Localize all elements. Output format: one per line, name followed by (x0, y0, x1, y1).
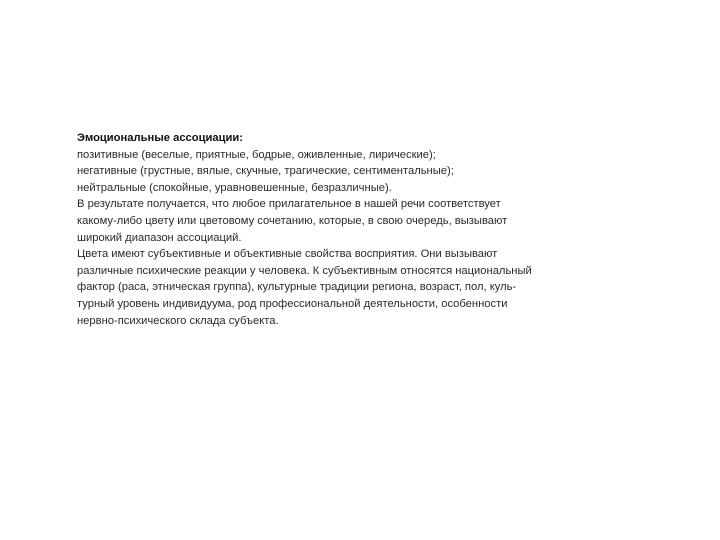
text-block (77, 130, 637, 329)
text-line: фактор (раса, этническая группа), культурные традиции региона, возраст, пол, куль- (77, 281, 517, 294)
text-line-negative: негативные (грустные, вялые, скучные, трагические, сентиментальные); (77, 165, 454, 178)
text-line: широкий диапазон ассоциаций. (77, 231, 242, 244)
text-line-positive: позитивные (веселые, приятные, бодрые, оживленные, лирические); (77, 148, 436, 161)
text-line-neutral: нейтральные (спокойные, уравновешенные, безразличные). (77, 181, 392, 194)
text-line: Цвета имеют субъективные и объективные свойства восприятия. Они вызывают (77, 248, 498, 261)
text-line: В результате получается, что любое прилагательное в нашей речи соответствует (77, 198, 501, 211)
text-line: нервно-психического склада субъекта. (77, 314, 279, 327)
section-heading: Эмоциональные ассоциации: (77, 132, 243, 144)
text-line: различные психические реакции у человека. К субъективным относятся национальный (77, 264, 532, 277)
text-line: какому-либо цвету или цветовому сочетанию, которые, в свою очередь, вызывают (77, 214, 508, 227)
text-line: турный уровень индивидуума, род профессиональной деятельности, особенности (77, 297, 508, 310)
